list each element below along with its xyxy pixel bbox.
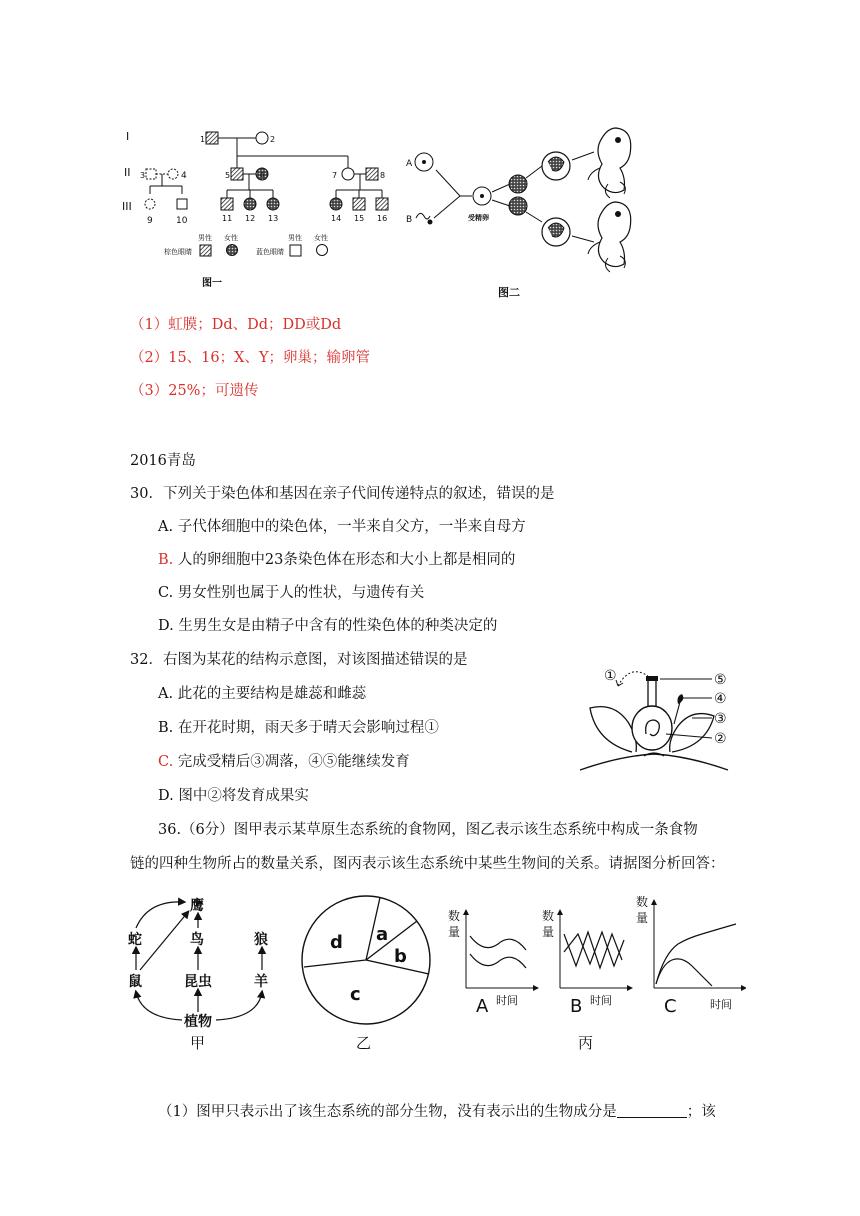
q30-option-b: B. 人的卵细胞中23条染色体在形态和大小上都是相同的 xyxy=(158,552,516,568)
legend-male-2: 男性 xyxy=(288,234,302,242)
pedigree-female-4 xyxy=(168,169,178,179)
svg-text:量: 量 xyxy=(448,925,461,939)
member-label-3: 3 xyxy=(140,171,146,180)
answer-blank[interactable] xyxy=(617,1103,687,1118)
svg-text:时间: 时间 xyxy=(496,994,518,1007)
node-bird: 鸟 xyxy=(190,932,204,948)
graph-a xyxy=(448,908,536,1017)
legend-brown-eyes: 棕色眼睛 xyxy=(164,248,192,256)
member-label-8: 8 xyxy=(380,171,386,180)
pie-figure xyxy=(296,888,446,1056)
member-label-6: 6 xyxy=(260,171,265,179)
caption-fig1: 图一 xyxy=(202,278,222,289)
legend-blue-male-icon xyxy=(290,245,301,256)
fig2-label-a: A xyxy=(406,159,413,169)
legend-blue-eyes: 蓝色眼睛 xyxy=(256,248,284,256)
q32-option-b: B. 在开花时期，雨天多于晴天会影响过程① xyxy=(158,720,439,736)
legend-brown-male-icon xyxy=(200,245,211,256)
pedigree-female-7 xyxy=(342,168,354,180)
svg-text:时间: 时间 xyxy=(590,994,612,1007)
answer-3: （3）25%；可遗传 xyxy=(130,383,259,399)
q32-option-a: A. 此花的主要结构是雄蕊和雌蕊 xyxy=(158,686,367,702)
svg-text:量: 量 xyxy=(636,911,649,925)
pedigree-male-5 xyxy=(231,168,243,180)
member-label-5: 5 xyxy=(225,171,231,180)
pie-slice-c: c xyxy=(350,984,361,1005)
member-label-16: 16 xyxy=(377,214,388,223)
svg-text:数: 数 xyxy=(542,909,555,923)
q30-option-c: C. 男女性别也属于人的性状，与遗传有关 xyxy=(158,585,425,601)
pie-slice-b: b xyxy=(394,946,407,967)
q36-line-2: 链的四种生物所占的数量关系，图丙表示该生态系统中某些生物间的关系。请据图分析回答： xyxy=(130,856,725,872)
svg-text:数: 数 xyxy=(636,895,649,909)
node-insect: 昆虫 xyxy=(184,974,212,990)
node-wolf: 狼 xyxy=(254,932,268,948)
caption-fig2: 图二 xyxy=(498,286,520,299)
member-label-10: 10 xyxy=(176,216,188,226)
q30-stem: 30．下列关于染色体和基因在亲子代间传递特点的叙述，错误的是 xyxy=(130,486,555,502)
graphs-figure xyxy=(446,888,746,1056)
q36-sub-1: （1）图甲只表示出了该生态系统的部分生物，没有表示出的生物成分是 ；该 xyxy=(158,1104,716,1120)
q32-stem: 32．右图为某花的结构示意图，对该图描述错误的是 xyxy=(130,652,468,668)
pedigree-female-14 xyxy=(330,198,342,210)
node-mouse: 鼠 xyxy=(128,974,142,990)
node-plant: 植物 xyxy=(184,1014,212,1030)
flower-label-5: ⑤ xyxy=(714,672,727,688)
pedigree-male-3 xyxy=(146,169,156,179)
pedigree-male-10 xyxy=(177,199,187,209)
gen-label-1: I xyxy=(126,130,130,143)
flower-label-1: ① xyxy=(604,668,617,684)
member-label-11: 11 xyxy=(222,214,233,223)
petal-right xyxy=(670,714,714,752)
node-snake: 蛇 xyxy=(128,932,142,948)
member-label-13: 13 xyxy=(268,214,279,223)
pedigree-female-13 xyxy=(267,198,279,210)
member-label-4: 4 xyxy=(181,171,187,181)
fertilized-egg-label: 受精卵 xyxy=(468,214,489,222)
node-eagle: 鹰 xyxy=(190,898,204,914)
member-label-12: 12 xyxy=(245,214,256,223)
sperm-icon xyxy=(416,213,430,219)
caption-yi: 乙 xyxy=(356,1034,372,1052)
member-label-15: 15 xyxy=(354,214,365,223)
member-label-9: 9 xyxy=(147,216,153,226)
graph-a-label: A xyxy=(476,996,489,1017)
graph-c xyxy=(636,894,744,1017)
figure-top xyxy=(120,118,640,300)
svg-text:量: 量 xyxy=(542,925,555,939)
pedigree-male-16 xyxy=(376,198,388,210)
ovary xyxy=(632,706,672,750)
legend-female-2: 女性 xyxy=(314,234,328,242)
fig2-label-b: B xyxy=(406,215,413,225)
pedigree-member-9 xyxy=(145,199,155,209)
pedigree-and-fertilization-figure xyxy=(120,118,640,300)
q36-line-1: 36.（6分）图甲表示某草原生态系统的食物网，图乙表示该生态系统中构成一条食物 xyxy=(158,822,698,838)
legend-brown-female-icon xyxy=(227,245,238,256)
gen-label-2: II xyxy=(124,166,131,179)
flower-label-4: ④ xyxy=(714,691,727,707)
node-sheep: 羊 xyxy=(254,974,268,990)
svg-text:数: 数 xyxy=(448,909,461,923)
pedigree-male-1 xyxy=(206,132,218,144)
caption-bing: 丙 xyxy=(578,1034,594,1052)
caption-jia: 甲 xyxy=(190,1034,206,1052)
flower-label-3: ③ xyxy=(714,711,727,727)
petal-left xyxy=(590,707,636,752)
section-heading: 2016青岛 xyxy=(130,453,196,469)
embryo-icon-1 xyxy=(542,128,631,198)
pedigree-female-12 xyxy=(244,198,256,210)
pedigree-male-11 xyxy=(221,198,233,210)
flower-figure xyxy=(574,662,734,778)
pie-slice-a: a xyxy=(376,924,389,945)
member-label-14: 14 xyxy=(331,214,342,223)
pie-slice-d: d xyxy=(330,932,343,953)
answer-2: （2）15、16；X、Y；卵巢；输卵管 xyxy=(130,350,371,366)
pedigree-male-15 xyxy=(353,198,365,210)
graph-b xyxy=(542,908,630,1017)
legend-blue-female-icon xyxy=(317,245,328,256)
q30-option-d: D. 生男生女是由精子中含有的性染色体的种类决定的 xyxy=(158,618,498,634)
stigma xyxy=(646,676,658,681)
member-label-2: 2 xyxy=(270,135,276,144)
legend-female-1: 女性 xyxy=(224,234,238,242)
svg-text:时间: 时间 xyxy=(710,998,732,1011)
q30-option-a: A. 子代体细胞中的染色体，一半来自父方，一半来自母方 xyxy=(158,519,526,535)
member-label-7: 7 xyxy=(332,171,338,180)
q32-option-d: D. 图中②将发育成果实 xyxy=(158,788,309,804)
q32-option-c: C. 完成受精后③凋落，④⑤能继续发育 xyxy=(158,754,410,770)
graph-b-label: B xyxy=(570,996,583,1017)
pedigree-male-8 xyxy=(366,168,378,180)
cell-cluster-icon-2 xyxy=(509,197,527,215)
embryo-icon-2 xyxy=(542,202,631,272)
legend-male-1: 男性 xyxy=(198,234,212,242)
member-label-1: 1 xyxy=(200,135,206,144)
gen-label-3: III xyxy=(122,200,132,213)
anther xyxy=(678,694,684,704)
cell-cluster-icon-1 xyxy=(509,175,527,193)
pedigree-female-2 xyxy=(256,132,268,144)
flower-label-2: ② xyxy=(714,731,727,747)
food-web-figure xyxy=(118,888,296,1056)
graph-c-label: C xyxy=(664,996,677,1017)
answer-1: （1）虹膜；Dd、Dd；DD或Dd xyxy=(130,317,342,333)
